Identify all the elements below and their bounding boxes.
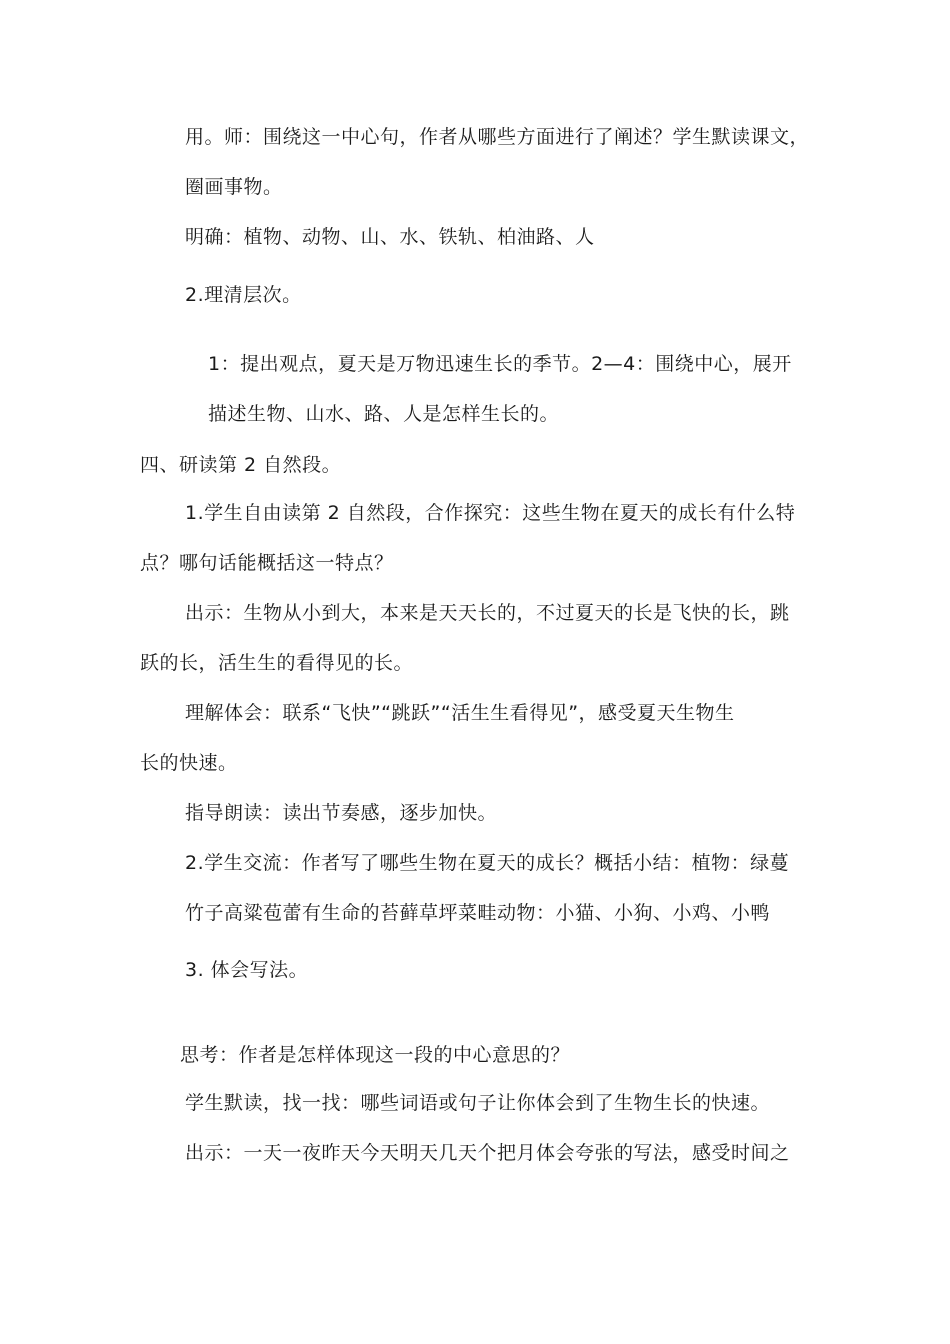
text-line: 思考：作者是怎样体现这一段的中心意思的？ <box>180 1044 571 1066</box>
text-line: 明确：植物、动物、山、水、铁轨、柏油路、人 <box>185 226 595 248</box>
text-line: 3. 体会写法。 <box>185 959 309 981</box>
text-line: 出示：一天一夜昨天今天明天几天个把月体会夸张的写法，感受时间之 <box>185 1142 790 1164</box>
text-line: 理解体会：联系“飞快”“跳跃”“活生生看得见”，感受夏天生物生 <box>185 702 735 724</box>
text-line: 长的快速。 <box>140 752 238 774</box>
text-line: 点？哪句话能概括这一特点？ <box>140 552 394 574</box>
text-line: 用。师：围绕这一中心句，作者从哪些方面进行了阐述？学生默读课文， <box>185 126 810 148</box>
text-line: 圈画事物。 <box>185 176 283 198</box>
text-line: 描述生物、山水、路、人是怎样生长的。 <box>208 403 560 425</box>
text-line: 指导朗读：读出节奏感，逐步加快。 <box>185 802 498 824</box>
text-line: 2.学生交流：作者写了哪些生物在夏天的成长？概括小结：植物：绿蔓 <box>185 852 790 874</box>
text-line: 1.学生自由读第 2 自然段，合作探究：这些生物在夏天的成长有什么特 <box>185 502 796 524</box>
section-heading: 四、研读第 2 自然段。 <box>140 454 342 476</box>
text-line: 1：提出观点，夏天是万物迅速生长的季节。2—4：围绕中心，展开 <box>208 353 792 375</box>
text-line: 跃的长，活生生的看得见的长。 <box>140 652 414 674</box>
text-line: 竹子高粱苞蕾有生命的苔藓草坪菜畦动物：小猫、小狗、小鸡、小鸭 <box>185 902 771 924</box>
text-line: 出示：生物从小到大，本来是天天长的，不过夏天的长是飞快的长，跳 <box>185 602 790 624</box>
text-line: 学生默读，找一找：哪些词语或句子让你体会到了生物生长的快速。 <box>185 1092 771 1114</box>
text-line: 2.理清层次。 <box>185 284 302 306</box>
